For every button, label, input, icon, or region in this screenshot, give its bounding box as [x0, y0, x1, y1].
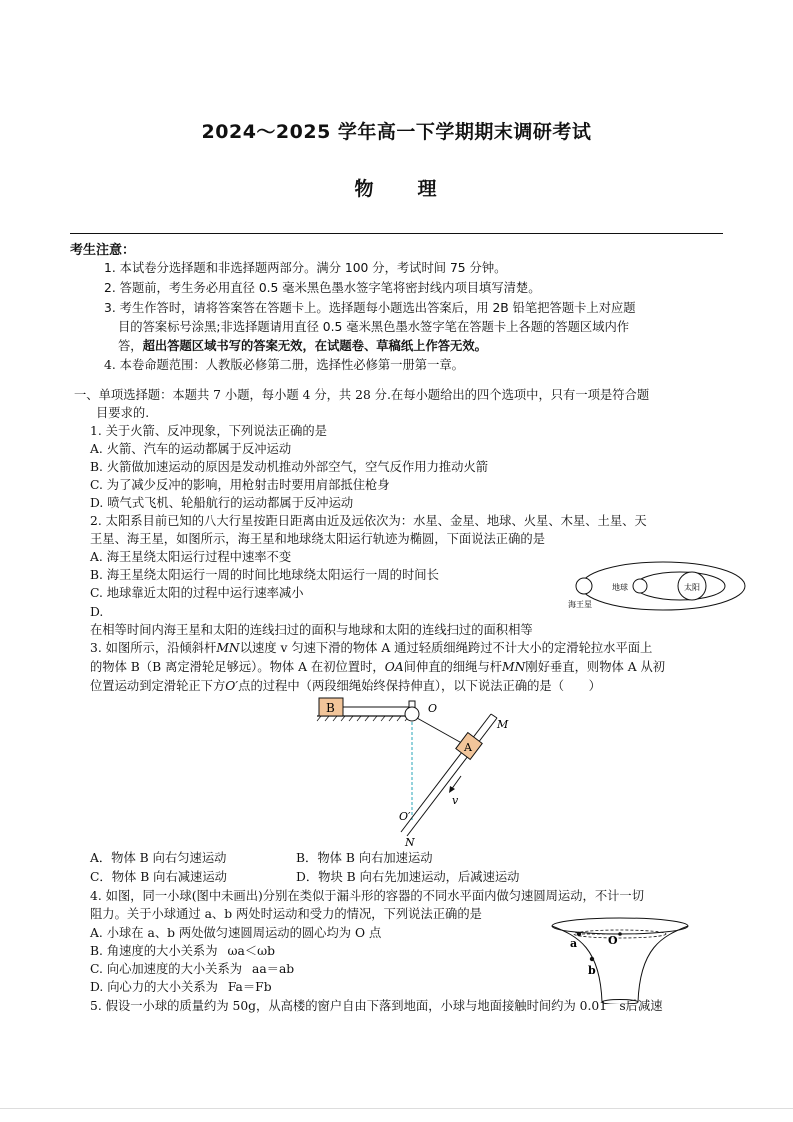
pulley-wheel	[405, 707, 419, 721]
q4-option-d-expr: Fa＝Fb	[227, 980, 272, 994]
ball-position-a	[577, 932, 581, 936]
center-point-o	[618, 932, 622, 936]
q4-stem-line1: 4. 如图，同一小球(图中未画出)分别在类似于漏斗形的容器的不同水平面内做匀速圆周运动，不计一切	[90, 889, 645, 903]
orbit-diagram	[560, 560, 750, 618]
q3-stem-line1	[90, 640, 652, 657]
q1-stem: 1. 关于火箭、反冲现象，下列说法正确的是	[90, 424, 327, 438]
sun-label: 太阳	[684, 583, 700, 592]
q3-text-2c: 刚好垂直，则物体 A 从初	[525, 660, 666, 674]
funnel-rim	[552, 918, 688, 934]
q3-symbol-o-prime: O′	[225, 679, 239, 693]
velocity-label: v	[452, 794, 459, 807]
q3-option-c: C．物体 B 向右减速运动	[90, 870, 227, 884]
q4-option-c-expr: aa＝ab	[251, 962, 295, 976]
q4-option-b-expr: ωa＜ωb	[227, 944, 276, 958]
block-b-label: B	[326, 701, 335, 715]
section1-heading-cont: 目要求的.	[96, 406, 150, 420]
q2-stem-line2: 王星、海王星，如图所示，海王星和地球绕太阳运行轨迹为椭圆，下面说法正确的是	[90, 532, 545, 546]
q4-option-d	[90, 979, 272, 996]
q2-option-c: C. 地球靠近太阳的过程中运行速率减小	[90, 586, 304, 600]
funnel-diagram	[548, 914, 698, 1004]
q3-symbol-oa: OA	[384, 660, 404, 674]
notice-item-3-cont2	[118, 338, 487, 355]
q2-option-d: 在相等时间内海王星和太阳的连线扫过的面积与地球和太阳的连线扫过的面积相等	[90, 623, 533, 637]
q1-option-b: B. 火箭做加速运动的原因是发动机推动外部空气，空气反作用力推动火箭	[90, 460, 489, 474]
q3-option-a: A．物体 B 向右匀速运动	[90, 851, 227, 865]
table-hatching	[317, 716, 409, 721]
q4-option-b-text: B. 角速度的大小关系为	[90, 944, 218, 958]
page-bottom-edge	[0, 1108, 793, 1109]
q3-text-2b: 间伸直的细绳与杆	[403, 660, 503, 674]
q3-symbol-mn-2: MN	[502, 660, 526, 674]
q3-text-2a: 的物体 B（B 离定滑轮足够远）。物体 A 在初位置时，	[90, 660, 385, 674]
neptune-label: 海王星	[568, 600, 592, 609]
q4-stem-line2: 阻力。关于小球通过 a、b 两处时运动和受力的情况，下列说法正确的是	[90, 907, 482, 921]
notice-item-2: 2. 答题前，考生务必用直径 0.5 毫米黑色墨水签字笔将密封线内项目填写清楚。	[104, 281, 541, 295]
notice-item-3: 3. 考生作答时，请将答案答在答题卡上。选择题每小题选出答案后，用 2B 铅笔把答题卡上对应题	[104, 301, 636, 315]
q2-stem-line1: 2. 太阳系目前已知的八大行星按距日距离由近及远依次为：水星、金星、地球、火星、木星、土星、天	[90, 514, 647, 528]
ball-position-b	[590, 957, 594, 961]
rope-oa	[417, 718, 467, 746]
q3-symbol-mn: MN	[216, 641, 240, 655]
q4-option-d-text: D. 向心力的大小关系为	[90, 980, 218, 994]
q3-option-b: B．物体 B 向右加速运动	[296, 851, 433, 865]
label-b: b	[588, 964, 596, 977]
pulley-diagram	[315, 692, 525, 850]
q3-text-1b: 以速度 v 匀速下滑的物体 A 通过轻质细绳跨过不计大小的定滑轮拉水平面上	[239, 641, 653, 655]
q4-option-c	[90, 961, 294, 978]
notice-item-3-cont: 目的答案标号涂黑;非选择题请用直径 0.5 毫米黑色墨水签字笔在答题卡上各题的答题区域内作	[118, 320, 630, 334]
exam-title: 2024～2025 学年高一下学期期末调研考试	[201, 121, 592, 143]
q2-option-a: A. 海王星绕太阳运行过程中速率不变	[90, 550, 292, 564]
q4-option-c-text: C. 向心加速度的大小关系为	[90, 962, 243, 976]
neptune-planet	[576, 578, 592, 594]
q3-option-d: D．物块 B 向右先加速运动，后减速运动	[296, 870, 520, 884]
notice-item-3-answer: 答，	[118, 339, 143, 353]
q4-option-a: A. 小球在 a、b 两处做匀速圆周运动的圆心均为 O 点	[90, 926, 382, 940]
rod-mn-edge2	[407, 718, 497, 836]
exam-subject: 物 理	[354, 178, 439, 200]
point-o-prime-label: O′	[399, 810, 411, 823]
q1-option-a: A. 火箭、汽车的运动都属于反冲运动	[90, 442, 292, 456]
label-o: O	[608, 934, 618, 947]
notice-item-3-emphasis: 超出答题区域书写的答案无效，在试题卷、草稿纸上作答无效。	[142, 339, 487, 353]
q2-option-d-label: D.	[90, 605, 104, 619]
q3-text-3b: 点的过程中（两段细绳始终保持伸直），以下说法正确的是（ ）	[238, 679, 601, 693]
earth-label: 地球	[612, 583, 628, 592]
block-a-label: A	[464, 741, 472, 754]
label-a: a	[570, 937, 578, 950]
section1-heading: 一、单项选择题：本题共 7 小题，每小题 4 分，共 28 分.在每小题给出的四个选项中，只有一项是符合题	[74, 388, 650, 402]
header-rule	[70, 233, 723, 234]
q3-text-1a: 3. 如图所示，沿倾斜杆	[90, 641, 217, 655]
q2-option-b: B. 海王星绕太阳运行一周的时间比地球绕太阳运行一周的时间长	[90, 568, 439, 582]
rod-label-n: N	[405, 836, 415, 849]
q1-option-d: D. 喷气式飞机、轮船航行的运动都属于反冲运动	[90, 496, 354, 510]
notice-item-4: 4. 本卷命题范围：人教版必修第二册，选择性必修第一册第一章。	[104, 358, 464, 372]
q4-option-b	[90, 943, 275, 960]
q1-option-c: C. 为了减少反冲的影响，用枪射击时要用肩部抵住枪身	[90, 478, 390, 492]
velocity-arrowhead	[449, 786, 455, 793]
notice-item-1: 1. 本试卷分选择题和非选择题两部分。满分 100 分，考试时间 75 分钟。	[104, 261, 507, 275]
q5-stem: 5. 假设一小球的质量约为 50g，从高楼的窗户自由下落到地面，小球与地面接触时间约为 0.01 s后减速	[90, 999, 663, 1013]
q3-text-3a: 位置运动到定滑轮正下方	[90, 679, 226, 693]
pulley-label-o: O	[428, 702, 438, 715]
q3-stem-line2	[90, 659, 665, 676]
notice-heading: 考生注意：	[70, 243, 136, 258]
earth-planet	[633, 579, 647, 593]
rod-label-m: M	[497, 718, 509, 731]
rod-mn-edge1	[401, 714, 491, 832]
neptune-orbit	[581, 562, 745, 610]
